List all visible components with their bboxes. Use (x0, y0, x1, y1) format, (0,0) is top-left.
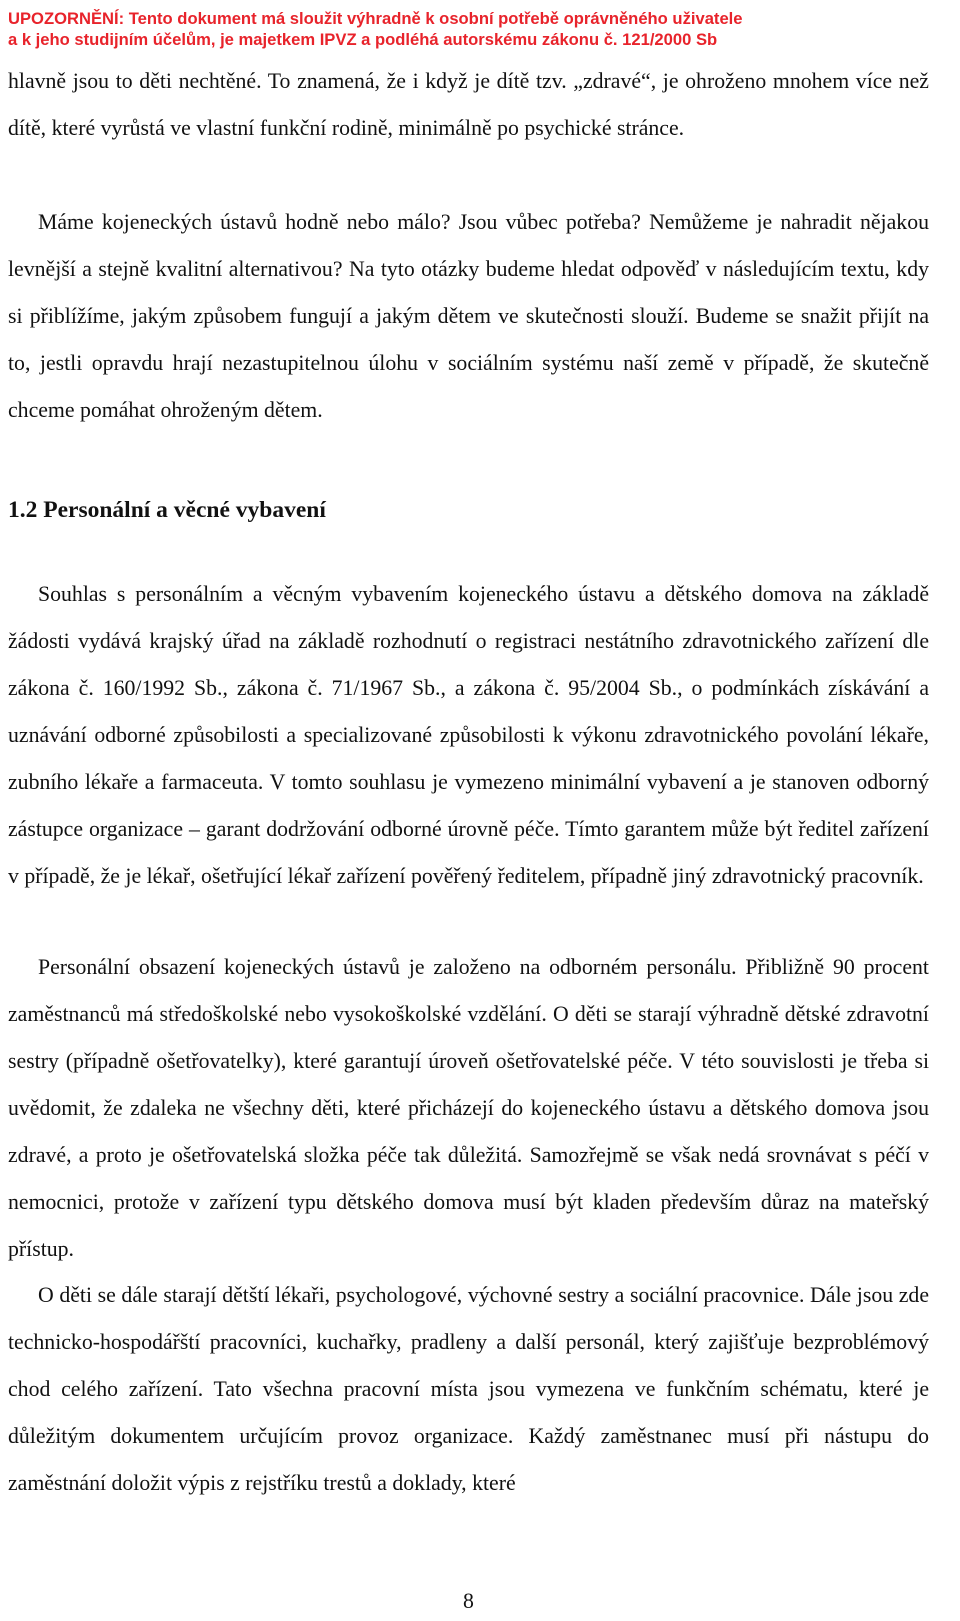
paragraph-continued: hlavně jsou to děti nechtěné. To znamená, že i když je dítě tzv. „zdravé“, je ohroženo mnohem více než dítě, které vyrůstá ve vlastní funkční rodině, minimálně po psychické stránce. (8, 69, 929, 140)
paragraph-other-staff: O děti se dále starají dětští lékaři, psychologové, výchovné sestry a sociální pracovnice. Dále jsou zde technicko-hospodářští pracovníci, kuchařky, pradleny a další personál, který zajišťuje bezproblémový chod celého zařízení. Tato všechna pracovní místa jsou vymezena ve funkčním schématu, které je důležitým dokumentem určujícím provoz organizace. Každý zaměstnanec musí při nástupu do zaměstnání doložit výpis z rejstříku trestů a doklady, které (8, 1283, 929, 1495)
warning-line-1: UPOZORNĚNÍ: Tento dokument má sloužit výhradně k osobní potřebě oprávněného uživatele (8, 9, 743, 28)
paragraph-questions: Máme kojeneckých ústavů hodně nebo málo? Jsou vůbec potřeba? Nemůžeme je nahradit nějakou levnější a stejně kvalitní alternativou? Na tyto otázky budeme hledat odpověď v následujícím textu, kdy si přiblížíme, jakým způsobem fungují a jakým dětem ve skutečnosti slouží. Budeme se snažit přijít na to, jestli opravdu hrají nezastupitelnou úlohu v sociálním systému naší země v případě, že skutečně chceme pomáhat ohroženým dětem. (8, 210, 929, 422)
paragraph-consent: Souhlas s personálním a věcným vybavením kojeneckého ústavu a dětského domova na základě žádosti vydává krajský úřad na základě rozhodnutí o registraci nestátního zdravotnického zařízení dle zákona č. 160/1992 Sb., zákona č. 71/1967 Sb., a zákona č. 95/2004 Sb., o podmínkách získávání a uznávání odborné způsobilosti a specializované způsobilosti k výkonu zdravotnického povolání lékaře, zubního lékaře a farmaceuta. V tomto souhlasu je vymezeno minimální vybavení a je stanoven odborný zástupce organizace – garant dodržování odborné úrovně péče. Tímto garantem může být ředitel zařízení v případě, že je lékař, ošetřující lékař zařízení pověřený ředitelem, případně jiný zdravotnický pracovník. (8, 582, 929, 888)
section-heading: 1.2 Personální a věcné vybavení (8, 497, 326, 523)
paragraph-staffing: Personální obsazení kojeneckých ústavů je založeno na odborném personálu. Přibližně 90 procent zaměstnanců má středoškolské nebo vysokoškolské vzdělání. O děti se starají výhradně dětské zdravotní sestry (případně ošetřovatelky), které garantují úroveň ošetřovatelské péče. V této souvislosti je třeba si uvědomit, že zdaleka ne všechny děti, které přicházejí do kojeneckého ústavu a dětského domova jsou zdravé, a proto je ošetřovatelská složka péče tak důležitá. Samozřejmě se však nedá srovnávat s péčí v nemocnici, protože v zařízení typu dětského domova musí být kladen především důraz na mateřský přístup. (8, 955, 929, 1261)
copyright-warning (8, 8, 952, 50)
page-number: 8 (463, 1589, 474, 1613)
warning-line-2: a k jeho studijním účelům, je majetkem IPVZ a podléhá autorskému zákonu č. 121/2000 Sb (8, 30, 718, 49)
